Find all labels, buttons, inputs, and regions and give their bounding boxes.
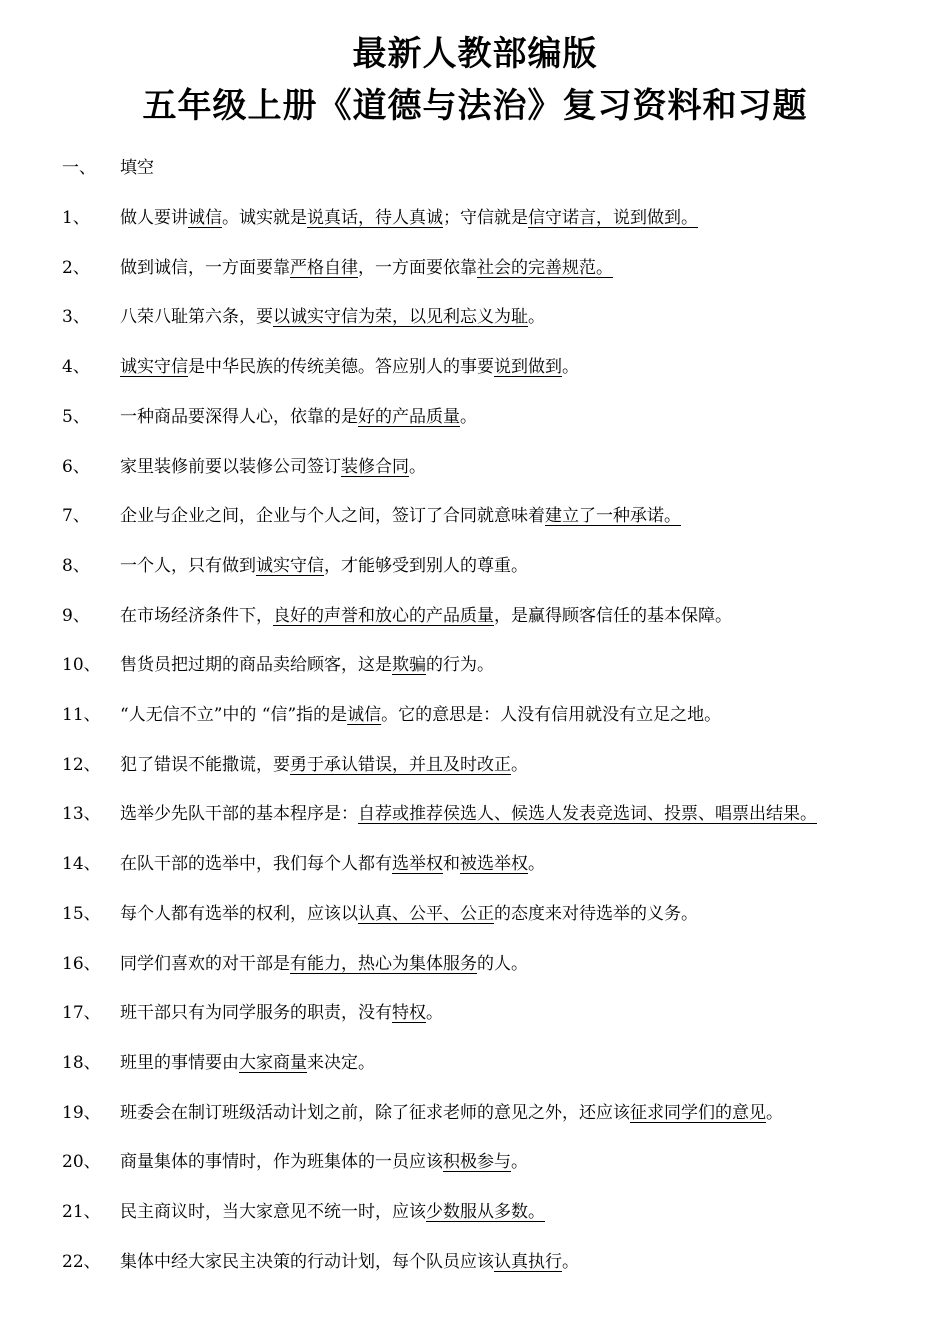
question-text: 的人。	[477, 954, 528, 974]
question-text: 。	[766, 1103, 783, 1123]
list-item	[0, 1101, 950, 1125]
item-number: 19、	[62, 1103, 101, 1123]
list-item	[0, 653, 950, 677]
question-text: 集体中经大家民主决策的行动计划，每个队员应该	[120, 1252, 494, 1272]
answer-blank: 自荐或推荐侯选人、候选人发表竞选词、投票、唱票出结果。	[358, 804, 817, 824]
list-item	[0, 1001, 950, 1025]
answer-blank: 说真话，待人真诚	[307, 208, 443, 228]
item-number: 16、	[62, 954, 101, 974]
answer-blank: 认真、公平、公正	[358, 904, 494, 924]
answer-blank: 少数服从多数。	[426, 1202, 545, 1222]
answer-blank: 诚实守信	[120, 357, 188, 377]
list-item	[0, 455, 950, 479]
item-text	[120, 405, 477, 429]
question-text: 。	[528, 307, 545, 327]
item-number: 3、	[62, 307, 90, 327]
item-text	[120, 653, 494, 677]
list-item	[0, 902, 950, 926]
question-text: 犯了错误不能撒谎，要	[120, 755, 290, 775]
question-text: 的态度来对待选举的义务。	[494, 904, 698, 924]
item-text	[120, 305, 545, 329]
question-text: 做人要讲	[120, 208, 188, 228]
question-text: 一个人，只有做到	[120, 556, 256, 576]
answer-blank: 说到做到	[494, 357, 562, 377]
question-text: 民主商议时，当大家意见不统一时，应该	[120, 1202, 426, 1222]
answer-blank: 欺骗	[392, 655, 426, 675]
item-number: 14、	[62, 854, 101, 874]
list-item	[0, 952, 950, 976]
question-text: ；守信就是	[443, 208, 528, 228]
item-text	[120, 554, 528, 578]
item-text	[120, 1101, 783, 1125]
section-heading	[0, 156, 950, 180]
list-item	[0, 703, 950, 727]
answer-blank: 有能力，热心为集体服务	[290, 954, 477, 974]
list-item	[0, 852, 950, 876]
item-text	[120, 206, 698, 230]
question-text: 。	[409, 457, 426, 477]
item-text	[120, 604, 732, 628]
question-text: 企业与企业之间，企业与个人之间，签订了合同就意味着	[120, 506, 545, 526]
question-text: 。	[460, 407, 477, 427]
question-text: 班里的事情要由	[120, 1053, 239, 1073]
answer-blank: 社会的完善规范。	[477, 258, 613, 278]
question-text: 的行为。	[426, 655, 494, 675]
question-text: 。	[426, 1003, 443, 1023]
title-line-2: 五年级上册《道德与法治》复习资料和习题	[142, 86, 808, 126]
item-text	[120, 753, 528, 777]
item-number: 18、	[62, 1053, 101, 1073]
question-text: 和	[443, 854, 460, 874]
list-item	[0, 802, 950, 826]
item-number: 9、	[62, 606, 90, 626]
question-text: 。	[511, 755, 528, 775]
question-text: 一种商品要深得人心，依靠的是	[120, 407, 358, 427]
question-text: 商量集体的事情时，作为班集体的一员应该	[120, 1152, 443, 1172]
list-item	[0, 1200, 950, 1224]
item-number: 12、	[62, 755, 101, 775]
question-text: 。	[511, 1152, 528, 1172]
answer-blank: 积极参与	[443, 1152, 511, 1172]
question-text: 班委会在制订班级活动计划之前，除了征求老师的意见之外，还应该	[120, 1103, 630, 1123]
item-text	[120, 802, 817, 826]
item-number: 17、	[62, 1003, 101, 1023]
answer-blank: 信守诺言，说到做到。	[528, 208, 698, 228]
question-text: 八荣八耻第六条，要	[120, 307, 273, 327]
answer-blank: 认真执行	[494, 1252, 562, 1272]
answer-blank: 被选举权	[460, 854, 528, 874]
question-text: 。	[528, 854, 545, 874]
question-text: 。	[562, 357, 579, 377]
item-number: 20、	[62, 1152, 101, 1172]
item-text	[120, 1001, 443, 1025]
list-item	[0, 305, 950, 329]
list-item	[0, 1250, 950, 1274]
item-text	[120, 355, 579, 379]
item-number: 2、	[62, 258, 90, 278]
item-number: 22、	[62, 1252, 101, 1272]
item-number: 5、	[62, 407, 90, 427]
list-item	[0, 504, 950, 528]
item-number: 8、	[62, 556, 90, 576]
item-text	[120, 902, 698, 926]
item-number: 1、	[62, 208, 90, 228]
item-number: 6、	[62, 457, 90, 477]
answer-blank: 好的产品质量	[358, 407, 460, 427]
question-text: 选举少先队干部的基本程序是：	[120, 804, 358, 824]
item-number: 13、	[62, 804, 101, 824]
answer-blank: 装修合同	[341, 457, 409, 477]
answer-blank: 建立了一种承诺。	[545, 506, 681, 526]
item-text	[120, 703, 721, 727]
item-number: 15、	[62, 904, 101, 924]
answer-blank: 诚信	[188, 208, 222, 228]
item-number: 21、	[62, 1202, 101, 1222]
list-item	[0, 554, 950, 578]
list-item	[0, 405, 950, 429]
question-text: ，一方面要依靠	[358, 258, 477, 278]
item-text	[120, 1150, 528, 1174]
item-number: 7、	[62, 506, 90, 526]
question-text: 是中华民族的传统美德。答应别人的事要	[188, 357, 494, 377]
question-text: “人无信不立”中的 “信”指的是	[120, 705, 348, 725]
question-text: 售货员把过期的商品卖给顾客，这是	[120, 655, 392, 675]
title-line-1: 最新人教部编版	[352, 34, 598, 74]
list-item	[0, 1051, 950, 1075]
question-text: 班干部只有为同学服务的职责，没有	[120, 1003, 392, 1023]
question-text: 。诚实就是	[222, 208, 307, 228]
answer-blank: 大家商量	[239, 1053, 307, 1073]
answer-blank: 良好的声誉和放心的产品质量	[273, 606, 494, 626]
question-text: 在队干部的选举中，我们每个人都有	[120, 854, 392, 874]
answer-blank: 诚信	[347, 705, 382, 725]
item-text	[120, 455, 426, 479]
item-number: 10、	[62, 655, 101, 675]
question-text: 来决定。	[307, 1053, 375, 1073]
item-text	[120, 952, 528, 976]
list-item	[0, 1150, 950, 1174]
item-text	[120, 1250, 579, 1274]
question-text: 在市场经济条件下，	[120, 606, 273, 626]
item-text	[120, 852, 545, 876]
answer-blank: 特权	[392, 1003, 426, 1023]
list-item	[0, 753, 950, 777]
section-number: 一、	[62, 158, 96, 178]
question-text: 每个人都有选举的权利，应该以	[120, 904, 358, 924]
item-number: 4、	[62, 357, 90, 377]
item-text	[120, 1051, 375, 1075]
item-text	[120, 504, 681, 528]
item-number: 11、	[62, 705, 101, 725]
list-item	[0, 604, 950, 628]
answer-blank: 诚实守信	[256, 556, 324, 576]
question-text: 。	[562, 1252, 579, 1272]
answer-blank: 严格自律	[290, 258, 358, 278]
list-item	[0, 256, 950, 280]
list-item	[0, 355, 950, 379]
question-text: ，是赢得顾客信任的基本保障。	[494, 606, 732, 626]
question-text: 同学们喜欢的对干部是	[120, 954, 290, 974]
list-item	[0, 206, 950, 230]
question-text: ，才能够受到别人的尊重。	[324, 556, 528, 576]
answer-blank: 选举权	[392, 854, 443, 874]
question-text: 家里装修前要以装修公司签订	[120, 457, 341, 477]
answer-blank: 以诚实守信为荣，以见利忘义为耻	[273, 307, 528, 327]
question-text: 做到诚信，一方面要靠	[120, 258, 290, 278]
answer-blank: 勇于承认错误，并且及时改正	[290, 755, 511, 775]
answer-blank: 征求同学们的意见	[630, 1103, 766, 1123]
item-text	[120, 256, 613, 280]
section-label: 填空	[120, 158, 154, 178]
item-text	[120, 1200, 545, 1224]
question-text: 。它的意思是：人没有信用就没有立足之地。	[381, 705, 722, 725]
